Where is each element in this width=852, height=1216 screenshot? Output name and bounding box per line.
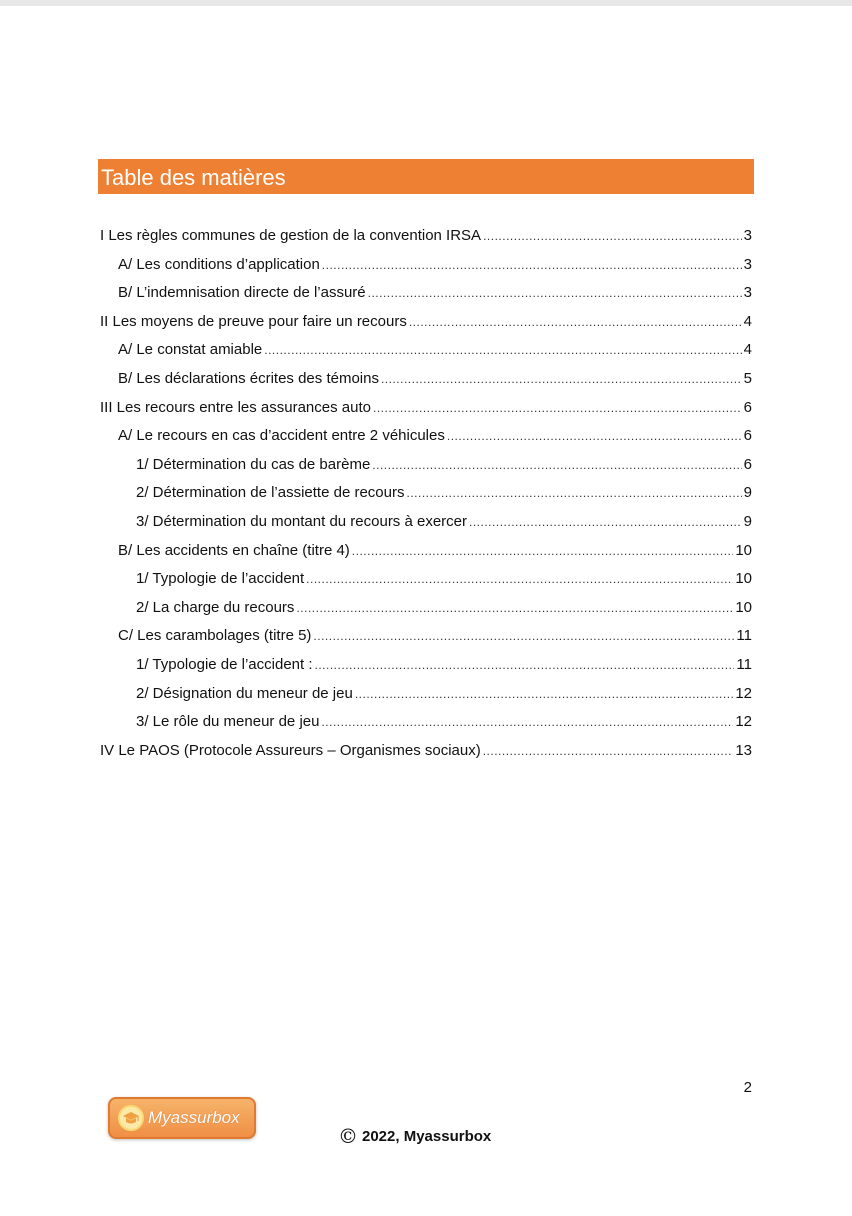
toc-entry-title: 1/ Typologie de l’accident : (136, 655, 313, 673)
toc-entry-title: III Les recours entre les assurances auto (100, 398, 371, 416)
toc-entry-page: 10 (735, 570, 752, 588)
document-page (0, 6, 852, 1216)
toc-entry-page: 11 (736, 655, 752, 673)
toc-entry[interactable] (100, 336, 752, 365)
toc-dot-leader (373, 394, 742, 423)
toc-dot-leader (372, 451, 741, 480)
toc-entry[interactable] (100, 537, 752, 566)
toc-entry[interactable] (100, 308, 752, 337)
toc-entry-page: 3 (743, 255, 752, 273)
toc-list (100, 222, 752, 765)
toc-dot-leader (483, 222, 742, 251)
toc-entry-page: 6 (743, 455, 752, 473)
toc-entry-page: 4 (743, 312, 752, 330)
toc-entry-title: IV Le PAOS (Protocole Assureurs – Organismes sociaux) (100, 741, 481, 759)
toc-entry-title: A/ Le constat amiable (118, 341, 263, 359)
toc-entry-page: 10 (735, 598, 752, 616)
toc-entry[interactable] (100, 422, 752, 451)
toc-dot-leader (483, 737, 734, 766)
myassurbox-logo (108, 1097, 256, 1139)
toc-entry[interactable] (100, 451, 752, 480)
toc-entry-title: A/ Les conditions d’application (118, 255, 320, 273)
toc-entry-title: 3/ Le rôle du meneur de jeu (136, 713, 320, 731)
toc-entry-title: B/ L’indemnisation directe de l’assuré (118, 284, 366, 302)
toc-entry-title: B/ Les accidents en chaîne (titre 4) (118, 541, 350, 559)
toc-entry-page: 6 (743, 398, 752, 416)
toc-entry-title: 2/ Désignation du meneur de jeu (136, 684, 353, 702)
toc-dot-leader (315, 651, 735, 680)
toc-dot-leader (469, 508, 742, 537)
toc-entry-title: C/ Les carambolages (titre 5) (118, 627, 312, 645)
toc-heading: Table des matières (101, 165, 286, 190)
toc-entry-title: A/ Le recours en cas d’accident entre 2 véhicules (118, 427, 445, 445)
copyright-icon: © (338, 1124, 358, 1148)
toc-entry-title: II Les moyens de preuve pour faire un recours (100, 312, 407, 330)
toc-entry[interactable] (100, 479, 752, 508)
toc-entry-title: 1/ Détermination du cas de barème (136, 455, 371, 473)
toc-dot-leader (368, 279, 742, 308)
toc-entry-page: 3 (743, 284, 752, 302)
graduation-cap-icon (118, 1105, 144, 1131)
toc-dot-leader (447, 422, 742, 451)
toc-dot-leader (322, 251, 742, 280)
toc-entry-title: 3/ Détermination du montant du recours à exercer (136, 512, 468, 530)
toc-dot-leader (321, 708, 733, 737)
toc-dot-leader (406, 479, 741, 508)
toc-dot-leader (409, 308, 742, 337)
toc-entry-page: 3 (743, 227, 752, 244)
toc-dot-leader (352, 537, 734, 566)
toc-dot-leader (264, 336, 741, 365)
toc-entry[interactable] (100, 565, 752, 594)
toc-entry[interactable] (100, 594, 752, 623)
toc-entry-page: 6 (743, 427, 752, 445)
copyright-text: 2022, Myassurbox (362, 1127, 492, 1145)
toc-entry[interactable] (100, 737, 752, 766)
toc-entry-title: I Les règles communes de gestion de la convention IRSA (100, 227, 482, 244)
logo-text: Myassurbox (148, 1108, 240, 1127)
toc-entry-title: 1/ Typologie de l’accident (136, 570, 305, 588)
toc-entry[interactable] (100, 251, 752, 280)
toc-entry-page: 11 (736, 627, 752, 645)
toc-entry-title: 2/ Détermination de l’assiette de recours (136, 484, 405, 502)
toc-entry-page: 9 (743, 512, 752, 530)
toc-entry[interactable] (100, 394, 752, 423)
copyright-notice (338, 1126, 491, 1146)
toc-entry[interactable] (100, 708, 752, 737)
toc-entry[interactable] (100, 279, 752, 308)
toc-heading-banner (98, 159, 754, 194)
toc-dot-leader (313, 622, 734, 651)
toc-entry-title: B/ Les déclarations écrites des témoins (118, 369, 379, 387)
toc-entry-page: 5 (743, 369, 752, 387)
toc-dot-leader (296, 594, 733, 623)
toc-entry-title: 2/ La charge du recours (136, 598, 295, 616)
toc-entry[interactable] (100, 222, 752, 251)
page-number: 2 (743, 1079, 752, 1096)
toc-entry[interactable] (100, 622, 752, 651)
toc-entry-page: 9 (743, 484, 752, 502)
toc-dot-leader (355, 680, 734, 709)
toc-entry-page: 13 (735, 741, 752, 759)
toc-entry[interactable] (100, 508, 752, 537)
toc-entry-page: 12 (735, 684, 752, 702)
toc-dot-leader (381, 365, 742, 394)
toc-dot-leader (306, 565, 733, 594)
toc-entry-page: 4 (743, 341, 752, 359)
toc-entry-page: 12 (735, 713, 752, 731)
toc-entry[interactable] (100, 365, 752, 394)
toc-entry[interactable] (100, 651, 752, 680)
toc-entry[interactable] (100, 680, 752, 709)
toc-entry-page: 10 (735, 541, 752, 559)
